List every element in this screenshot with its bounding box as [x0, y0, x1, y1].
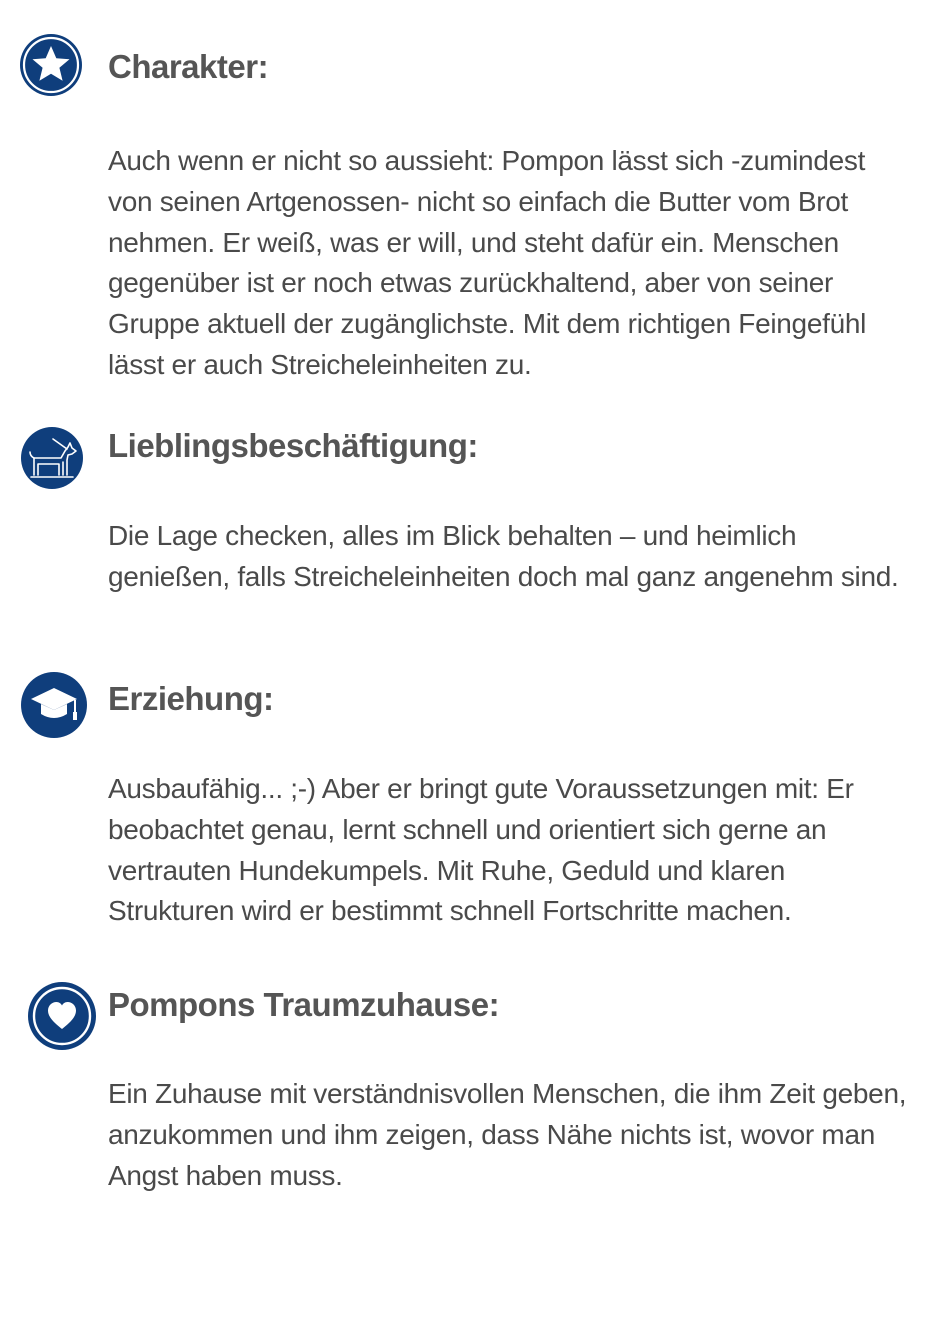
section-heading: Charakter: [108, 48, 269, 85]
star-icon [20, 34, 82, 96]
section-heading: Erziehung: [108, 680, 274, 717]
section-heading: Lieblingsbeschäftigung: [108, 427, 478, 464]
section-text: Auch wenn er nicht so aussieht: Pompon lässt sich -zumindest von seinen Artgenossen- nicht so einfach die Butter vom Brot nehmen. Er weiß, was er will, und steht dafür ein. Menschen gegenüber ist er noch etwas zurückhaltend, aber von seiner Gruppe aktuell der zugänglichste. Mit dem richtigen Feingefühl lässt er auch Streicheleinheiten zu. [108, 145, 867, 380]
section-text: Die Lage checken, alles im Blick behalten – und heimlich genießen, falls Streicheleinheiten doch mal ganz angenehm sind. [108, 520, 899, 592]
section-text: Ein Zuhause mit verständnisvollen Menschen, die ihm Zeit geben, anzukommen und ihm zeigen, dass Nähe nichts ist, wovor man Angst haben muss. [108, 1078, 907, 1191]
section-text: Ausbaufähig... ;-) Aber er bringt gute Voraussetzungen mit: Er beobachtet genau, lernt schnell und orientiert sich gerne an vertrauten Hundekumpels. Mit Ruhe, Geduld und klaren Strukturen wird er bestimmt schnell Fortschritte machen. [108, 773, 854, 927]
graduation-cap-icon [21, 672, 87, 738]
heart-icon [28, 982, 96, 1050]
dog-icon [21, 427, 83, 489]
section-heading: Pompons Traumzuhause: [108, 986, 500, 1023]
